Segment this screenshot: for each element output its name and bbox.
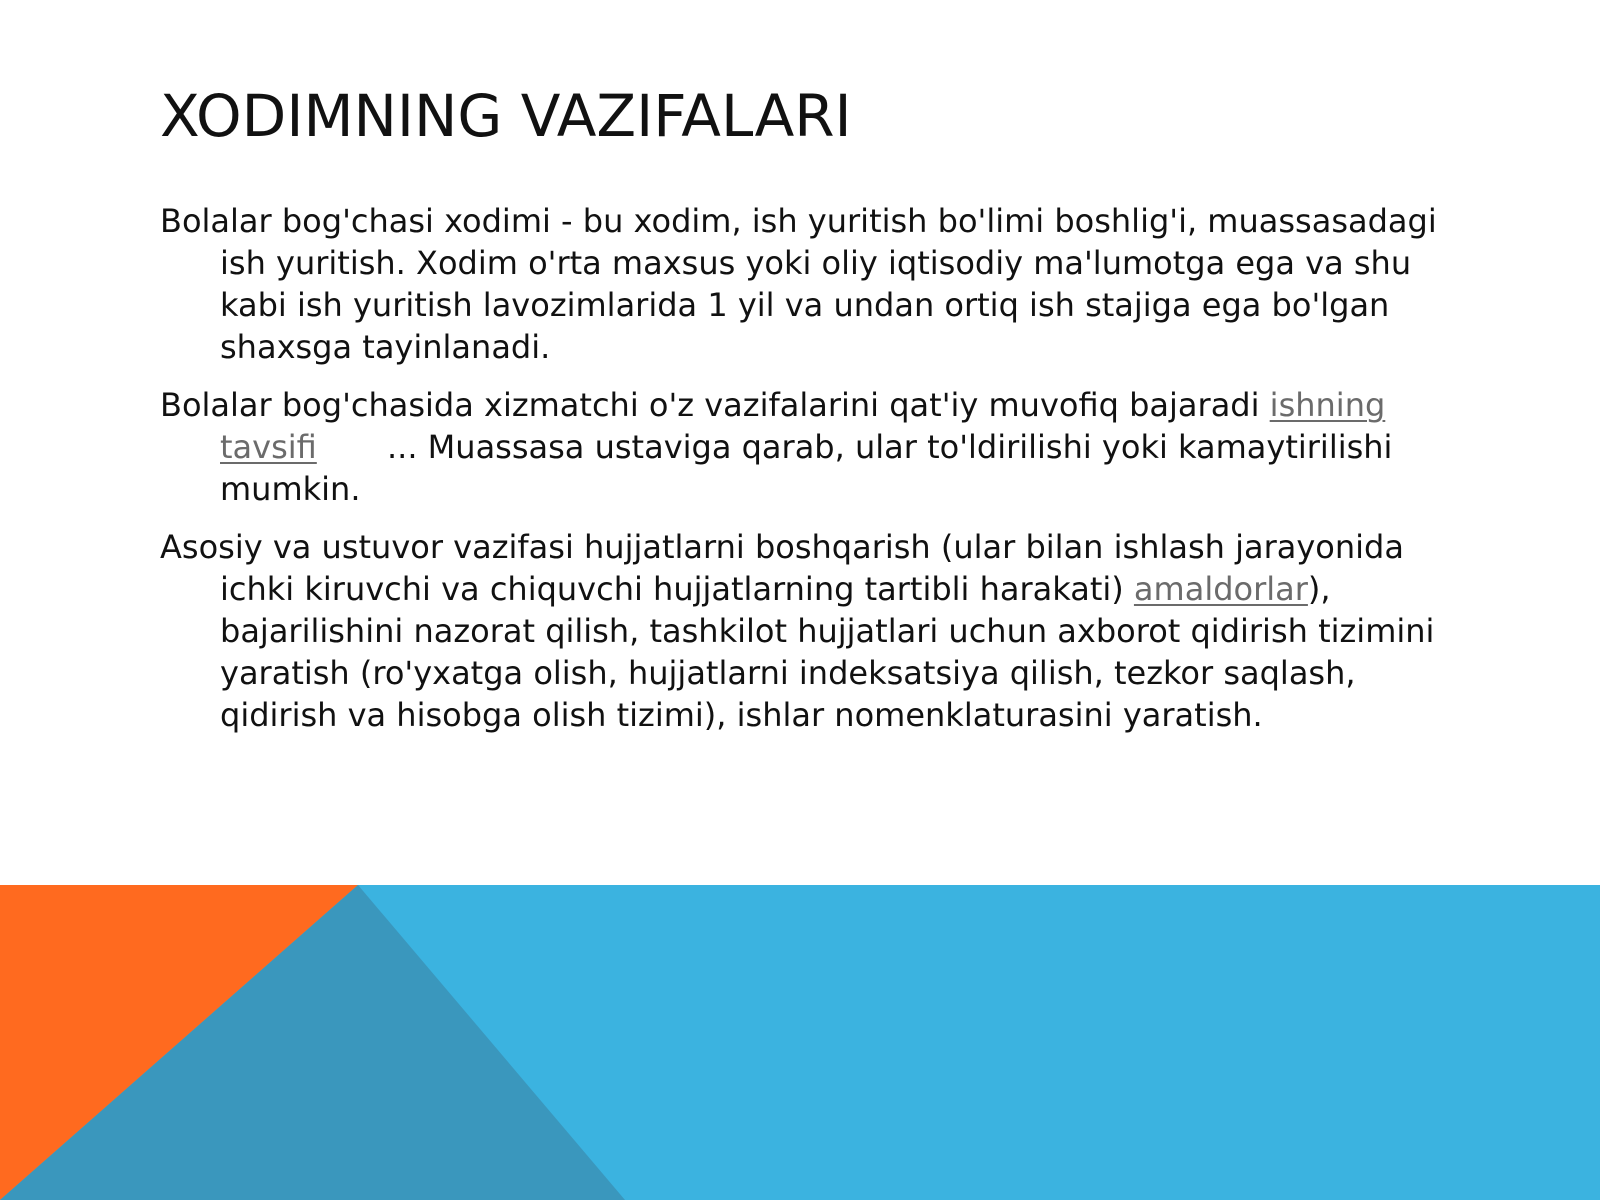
paragraph-3-text-after: ), bajarilishini nazorat qilish, tashkilot hujjatlari uchun axborot qidirish tizimini yaratish (ro'yxatga olish, hujjatlarni indeksatsiya qilish, tezkor saqlash, qidirish va hisobga olish tizimi), ishlar nomenklaturasini yaratish. (220, 570, 1435, 734)
paragraph-3 (160, 526, 1450, 736)
paragraph-3-text-before: Asosiy va ustuvor vazifasi hujjatlarni boshqarish (ular bilan ishlash jarayonida ichki kiruvchi va chiquvchi hujjatlarning tartibli harakati) (160, 528, 1404, 608)
paragraph-2-text-after: ... Muassasa ustaviga qarab, ular to'ldirilishi yoki kamaytirilishi mumkin. (220, 428, 1393, 508)
paragraph-1 (160, 200, 1450, 368)
job-description-link[interactable]: ishning tavsifi (220, 386, 1386, 466)
decorative-color-band (0, 885, 1600, 1200)
paragraph-2-text-before: Bolalar bog'chasida xizmatchi o'z vazifalarini qat'iy muvofiq bajaradi (160, 386, 1270, 424)
slide-title: XODIMNING VAZIFALARI (160, 82, 852, 150)
slide-body (160, 200, 1450, 752)
paragraph-2 (160, 384, 1450, 510)
officials-link[interactable]: amaldorlar (1133, 570, 1308, 608)
paragraph-1-text: Bolalar bog'chasi xodimi - bu xodim, ish yuritish bo'limi boshlig'i, muassasadagi ish yuritish. Xodim o'rta maxsus yoki oliy iqtisodiy ma'lumotga ega va shu kabi ish yuritish lavozimlarida 1 yil va undan ortiq ish stajiga ega bo'lgan shaxsga tayinlanadi. (160, 202, 1437, 366)
